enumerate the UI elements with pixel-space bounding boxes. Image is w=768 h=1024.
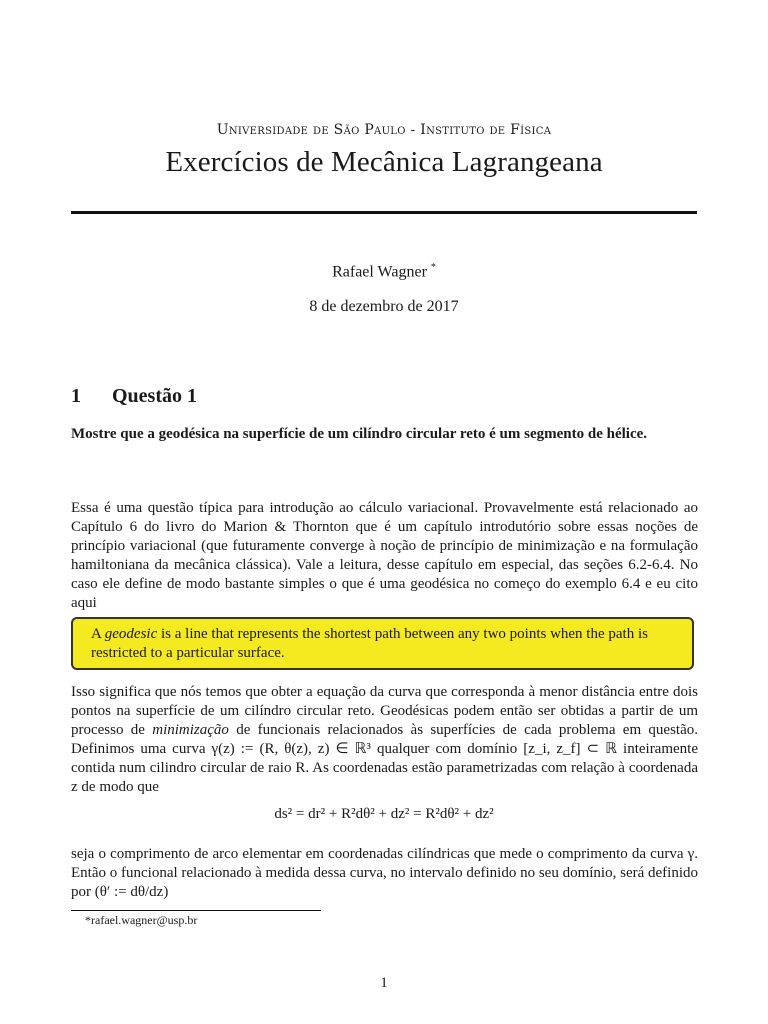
author-footnote-mark: * — [430, 262, 436, 273]
section-title: Questão 1 — [112, 385, 197, 407]
section-number: 1 — [71, 385, 81, 407]
paragraph-definition-emphasis: minimização — [152, 722, 229, 738]
section-heading — [71, 385, 197, 408]
document-title: Exercícios de Mecânica Lagrangeana — [165, 146, 603, 178]
paragraph-functional: seja o comprimento de arco elementar em coordenadas cilíndricas que mede o comprimento da curva γ. Então o funcional relacionado à medida dessa curva, no intervalo definido no seu domínio, será definido por (θ′ := dθ/dz) — [71, 846, 698, 900]
author-line — [0, 262, 768, 281]
quote-emphasis: geodesic — [104, 626, 158, 642]
quote-post: is a line that represents the shortest path between any two points when the path is restricted to a particular surface. — [91, 626, 648, 661]
quote-pre: A — [91, 626, 105, 642]
equation-arc-length: ds² = dr² + R²dθ² + dz² = R²dθ² + dz² — [274, 806, 494, 822]
page-number: 1 — [380, 975, 388, 991]
footnote-rule — [71, 910, 321, 911]
paragraph-intro: Essa é uma questão típica para introdução ao cálculo variacional. Provavelmente está relacionado ao Capítulo 6 do livro do Marion & Thornton que é um capítulo introdutório sobre essas noções de princípio variacional (que futuramente converge à noção de princípio de minimização e na formulação hamiltoniana da mecânica clássica). Vale a leitura, desse capítulo em especial, das seções 6.2-6.4. No caso ele define de modo bastante simples o que é uma geodésica no começo do exemplo 6.4 e eu cito aqui — [71, 500, 698, 611]
question-text: Mostre que a geodésica na superfície de um cilíndro circular reto é um segmento de hélice. — [71, 426, 648, 442]
author-name: Rafael Wagner — [332, 263, 427, 281]
quote-box — [71, 617, 694, 670]
paragraph-definition-b: de funcionais relacionados às superfícies de cada problema em questão. Definimos uma curva γ(z) := (R, θ(z), z) ∈ ℝ³ qualquer com domínio [z_i, z_f] ⊂ ℝ inteiramente contida num cilindro circular de raio R. As coordenadas estão parametrizadas com relação à coordenada z de modo que — [71, 722, 698, 795]
date: 8 de dezembro de 2017 — [309, 298, 459, 315]
affiliation: Universidade de São Paulo - Instituto de Física — [216, 122, 552, 138]
title-rule — [71, 211, 697, 214]
footnote: *rafael.wagner@usp.br — [85, 913, 198, 927]
paragraph-definition-a: Isso significa que nós temos que obter a equação da curva que corresponda à menor distância entre dois pontos na superfície de um cilíndro circular reto. Geodésicas podem então ser obtidas a partir de um processo de — [71, 684, 698, 738]
paragraph-definition — [71, 683, 698, 797]
